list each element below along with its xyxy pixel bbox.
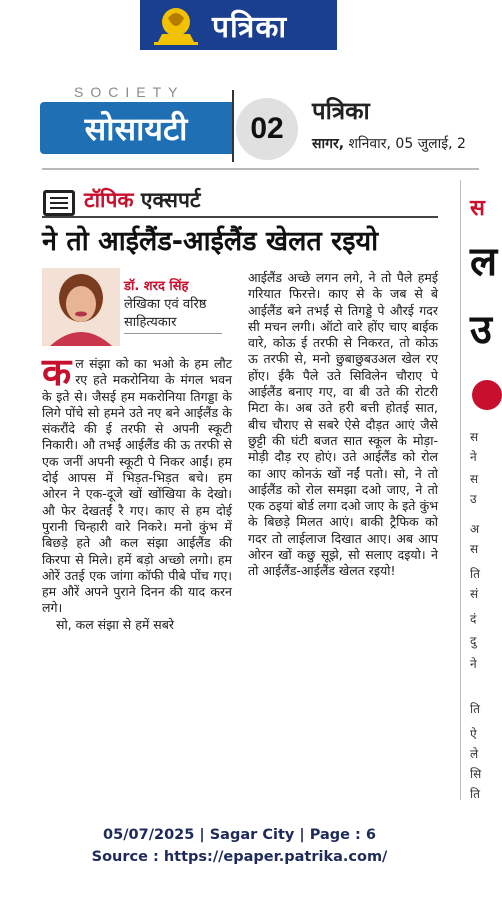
column-label: [84, 186, 200, 214]
fragment-text: स: [470, 196, 485, 221]
fragment-text: ति: [470, 702, 480, 716]
article-paragraph: आईलैंड अच्छे लगन लगे, ने तो पैले हमई गरियात फिरत्ते। काए से के जब से बे आईलैंड बने तभईं से तिगड्डे पे औरई गदर सी मचन लगी। ऑटो वारे होंए चाए बाईक वारे, कोऊ ई तरफी से निकरत, तो कोऊ ऊ तरफी से, मनो छुबाछुबउअल खेल रए होंए। ईकै पैले उते सिविलेन चौराए पे आईलैंड बनाए गए, वा बी उते की रोटरी मिटा के। अब उते हरी बत्ती होतई सात, बीच चौराए से सबरे ऐसे दौड़त आएं जैसे छुट्टी की घंटी बजत सात स्कूल के मोड़ा-मोड़ी दौड़ रए होएं। उते आईलैंड को रोल का आए कोनऊं खों नईं पतो। सो, ने तो आईलैंड को रोल समझा दओ जाए, ने तो एक ठइयां बोर्ड लगा दओ जाए के इते कुंभ के बिछड़े मिलत आएं। बाकी ट्रैफिक को गदर तो लाईलाज दिखात आए। अब आप ओरन खों कछु सूझे, सो सलाए दइयो। ने तो आईलैंड-आईलैंड खेलत रइयो!: [248, 270, 438, 579]
footer-source-line: Source : https://epaper.patrika.com/: [91, 849, 388, 865]
fragment-text: दु: [470, 634, 477, 648]
source-footer: [0, 824, 479, 868]
section-title-box: [40, 102, 232, 154]
fragment-text: स: [470, 472, 479, 486]
section-divider: [232, 90, 234, 162]
paragraph-text: ल संझा को का भओ के हम लौट रए हते मकरोनिया के मंगल भवन के इते से। जैसई हम मकरोनिया तिगड्डा के लिगे पोंचे सो हमने उते नए बने आईलैंड के संकरौंदे की ई तरफी से अपनी स्कूटी निकारी। औ तभईं आईलैंड की ऊ तरफी से एक जनीं अपनी स्कूटी पे निकर आईं। हम दोई आपस में भिड़त-भिड़त बचे। हम ओरन ने एक-दूजे खों खोंखिया के देखो। औ फेर देखतईं रै गए। काए से हम दोई पुरानी चिन्हारी वारे निकरे। मनो कुंभ में बिछड़े हते औ कल संझा आईलैंड की किरपा से मिले। हमें बड़ो अच्छो लगो। हम ओरें उतई एक जांगा कॉफी पीबे पोंच गए। हम औरें अपने पुराने दिनन की याद करन लगे।: [42, 356, 232, 616]
fragment-text: ति: [470, 787, 480, 801]
article-column-2: [248, 270, 438, 580]
fragment-text: ऐ: [470, 727, 477, 741]
edition-date: शनिवार, 05 जुलाई, 2: [348, 136, 466, 152]
lion-emblem-icon: [140, 0, 212, 50]
fragment-text: उ: [470, 307, 492, 353]
author-photo: [42, 268, 120, 346]
column-label-rule: [42, 216, 438, 218]
fragment-text: ल: [470, 239, 498, 285]
brand-name: पत्रिका: [212, 9, 288, 45]
footer-date-line: 05/07/2025 | Sagar City | Page : 6: [103, 827, 376, 843]
column-divider: [460, 180, 461, 800]
edition-line: [312, 134, 466, 153]
fragment-text: दं: [470, 612, 477, 626]
fragment-text: सं: [470, 587, 479, 601]
column-label-black: एक्सपर्ट: [140, 188, 201, 212]
article-headline: ने तो आईलैंड-आईलैंड खेलत रइयो: [42, 226, 379, 257]
red-circle-icon: [472, 380, 502, 410]
author-name: डॉ. शरद सिंह: [124, 279, 189, 294]
section-english-label: SOCIETY: [74, 84, 185, 100]
newspaper-icon: [43, 190, 75, 216]
edition-city: सागर,: [312, 136, 345, 152]
page-number: 02: [250, 112, 284, 145]
section-title: सोसायटी: [84, 109, 188, 148]
fragment-text: ने: [470, 657, 477, 671]
author-role: लेखिका एवं वरिष्ठ साहित्यकार: [124, 297, 207, 330]
paper-name: पत्रिका: [312, 97, 370, 125]
page-number-badge: [236, 98, 298, 160]
article-paragraph: [42, 350, 232, 617]
fragment-text: उ: [470, 492, 477, 506]
fragment-text: ले: [470, 747, 479, 761]
header-rule: [42, 168, 479, 170]
column-label-red: टॉपिक: [84, 188, 134, 212]
drop-cap: क: [42, 350, 72, 394]
fragment-text: स: [470, 542, 479, 556]
article-column-1: [42, 350, 232, 633]
fragment-text: स: [470, 430, 479, 444]
fragment-text: अ: [470, 522, 480, 536]
fragment-text: ति: [470, 567, 480, 581]
patrika-logo: [140, 0, 337, 50]
fragment-text: ने: [470, 450, 477, 464]
adjacent-article-fragment: [460, 180, 498, 801]
fragment-text: सि: [470, 767, 482, 781]
author-rule: [124, 333, 222, 334]
article-paragraph: सो, कल संझा से हमें सबरे: [56, 616, 175, 632]
